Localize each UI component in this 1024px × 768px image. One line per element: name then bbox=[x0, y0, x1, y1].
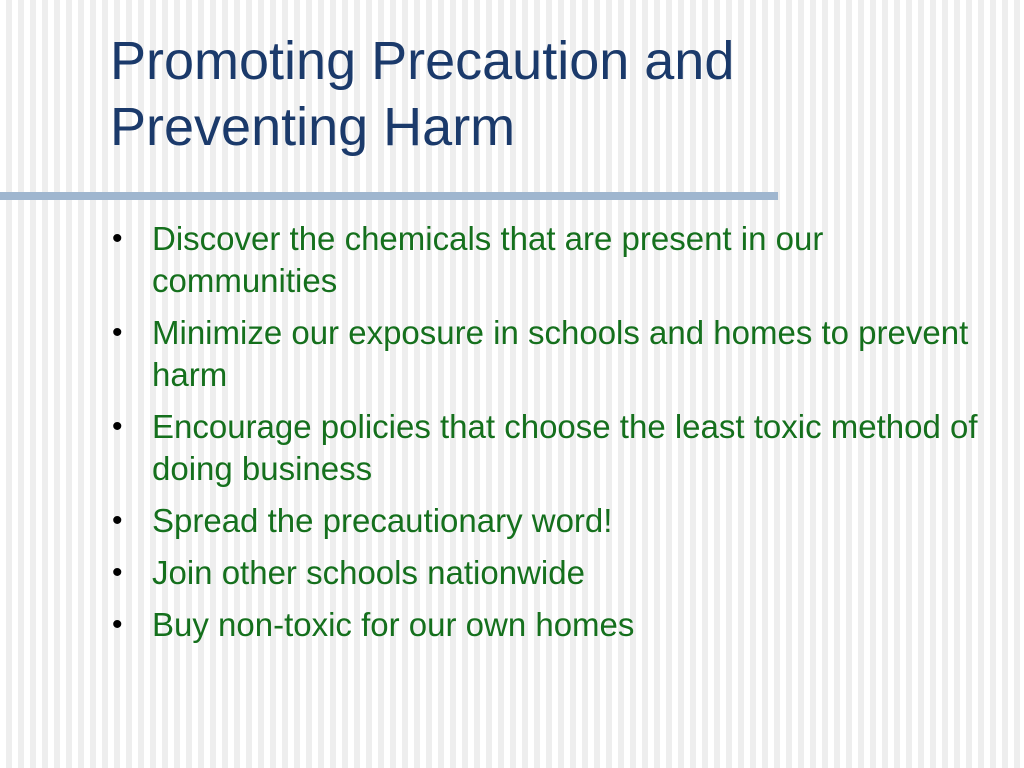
bullet-item bbox=[110, 312, 1010, 396]
bullet-text: Encourage policies that choose the least toxic method of doing business bbox=[152, 408, 978, 487]
bullet-icon: • bbox=[112, 222, 123, 255]
slide-title-line-1: Promoting Precaution and bbox=[110, 31, 735, 91]
bullet-item bbox=[110, 218, 1010, 302]
bullet-icon: • bbox=[112, 608, 123, 641]
bullet-item bbox=[110, 604, 1010, 646]
title-divider bbox=[0, 192, 778, 200]
bullet-item bbox=[110, 500, 1010, 542]
slide-title bbox=[110, 28, 990, 160]
bullet-item bbox=[110, 406, 1010, 490]
bullet-list bbox=[110, 218, 1010, 656]
bullet-text: Join other schools nationwide bbox=[152, 554, 585, 591]
bullet-icon: • bbox=[112, 504, 123, 537]
bullet-item bbox=[110, 552, 1010, 594]
bullet-icon: • bbox=[112, 410, 123, 443]
bullet-icon: • bbox=[112, 316, 123, 349]
bullet-text: Buy non-toxic for our own homes bbox=[152, 606, 635, 643]
bullet-text: Minimize our exposure in schools and homes to prevent harm bbox=[152, 314, 969, 393]
bullet-text: Spread the precautionary word! bbox=[152, 502, 613, 539]
bullet-icon: • bbox=[112, 556, 123, 589]
slide-title-line-2: Preventing Harm bbox=[110, 97, 516, 157]
bullet-text: Discover the chemicals that are present in our communities bbox=[152, 220, 824, 299]
